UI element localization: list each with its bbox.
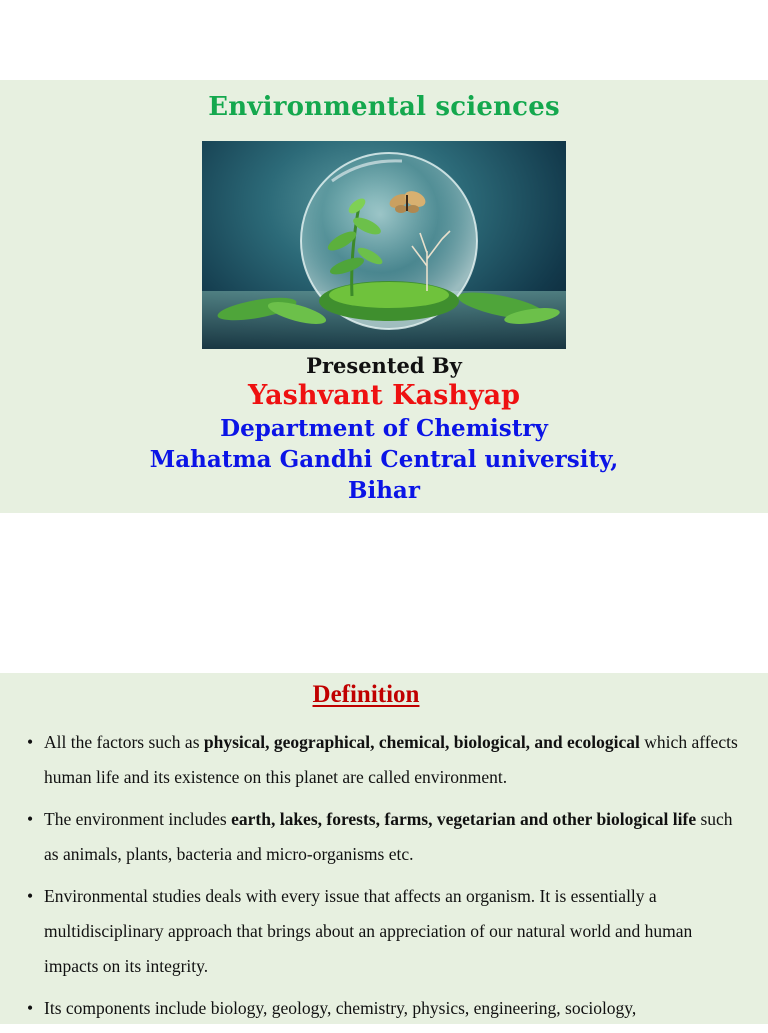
list-item (27, 991, 739, 1026)
hero-image (202, 141, 566, 349)
bullet-text-end: such as animals, plants, bacteria and micro-organisms etc. (44, 809, 733, 864)
definition-heading: Definition (312, 681, 420, 708)
bullet-text: Its components include biology, geology, chemistry, physics, engineering, sociology, (44, 998, 637, 1018)
definition-list (27, 725, 739, 1033)
state-name: Bihar (348, 477, 420, 504)
title-slide (0, 80, 768, 513)
bullet-bold-text: physical, geographical, chemical, biological, and ecological (203, 732, 640, 752)
glass-sphere-illustration (202, 141, 566, 349)
presented-by-label: Presented By (306, 353, 462, 378)
department-name: Department of Chemistry (220, 415, 548, 442)
university-name: Mahatma Gandhi Central university, (149, 446, 619, 473)
bullet-text-end: which affects human life and its existence on this planet are called environment. (44, 732, 738, 787)
bullet-bold-text: earth, lakes, forests, farms, vegetarian and other biological life (231, 809, 697, 829)
list-item (27, 725, 739, 795)
definition-slide (0, 673, 768, 1024)
author-name: Yashvant Kashyap (247, 380, 521, 411)
bullet-text: Environmental studies deals with every issue that affects an organism. It is essentially a multidisciplinary approach that brings about an appreciation of our natural world and human impacts on its integrity. (44, 886, 693, 976)
slide-title: Environmental sciences (208, 92, 560, 122)
bullet-text: All the factors such as (44, 732, 204, 752)
list-item (27, 802, 739, 872)
bullet-text: The environment includes (44, 809, 232, 829)
list-item (27, 879, 739, 984)
